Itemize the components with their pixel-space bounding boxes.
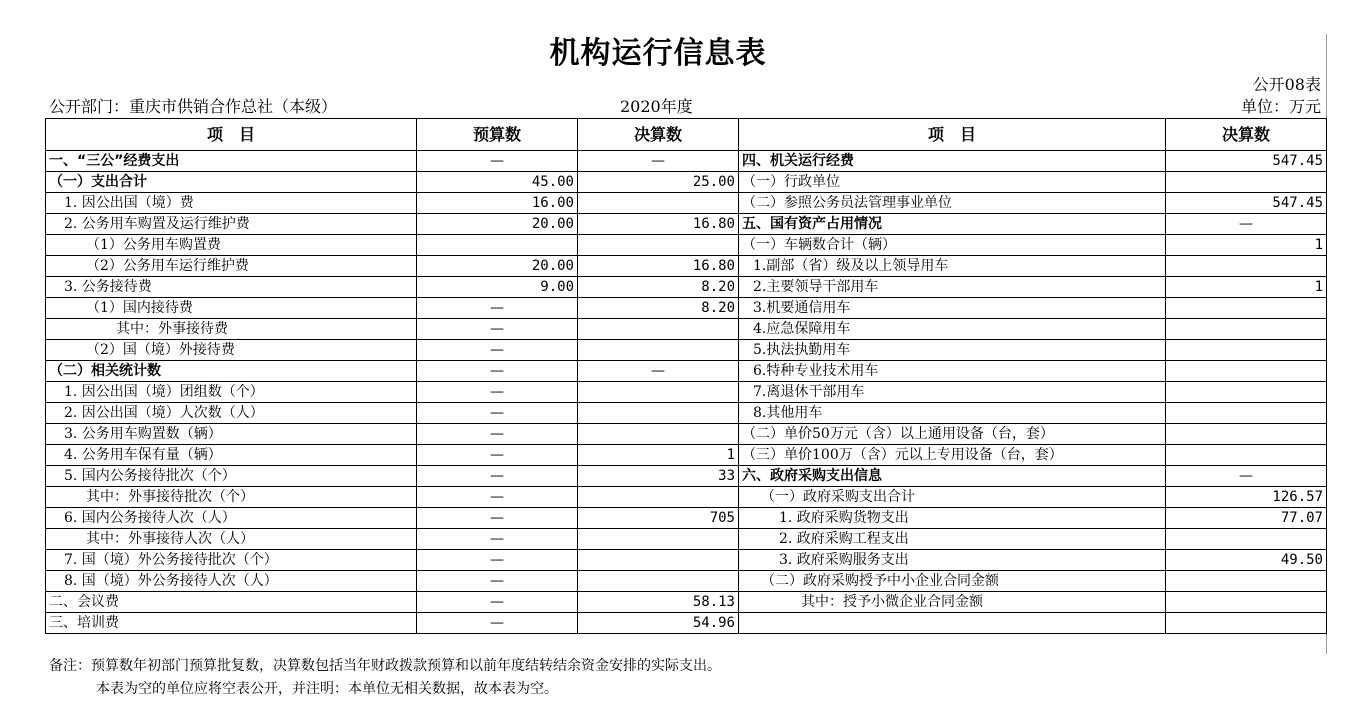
final-left-cell: 8.20 <box>578 277 739 298</box>
final-left-cell: 16.80 <box>578 256 739 277</box>
right-item-cell: 1. 政府采购货物支出 <box>739 508 1166 529</box>
department-label: 公开部门：重庆市供销合作总社（本级） <box>49 97 338 116</box>
final-right-cell <box>1166 319 1327 340</box>
final-left-cell <box>578 193 739 214</box>
right-item-cell: 其中：授予小微企业合同金额 <box>739 592 1166 613</box>
header-budget: 预算数 <box>417 119 578 151</box>
budget-cell: — <box>417 361 578 382</box>
left-item-cell: 二、会议费 <box>46 592 417 613</box>
final-right-cell <box>1166 424 1327 445</box>
left-item-cell: 8. 国（境）外公务接待人次（人） <box>46 571 417 592</box>
right-item-cell: （一）车辆数合计（辆） <box>739 235 1166 256</box>
page-title: 机构运行信息表 <box>549 36 767 71</box>
table-row <box>46 382 1327 403</box>
final-left-cell: 705 <box>578 508 739 529</box>
table-body <box>46 119 1327 634</box>
right-item-cell: 8.其他用车 <box>739 403 1166 424</box>
left-item-cell: （二）相关统计数 <box>46 361 417 382</box>
budget-cell: 20.00 <box>417 214 578 235</box>
left-item-cell: 其中：外事接待批次（个） <box>46 487 417 508</box>
right-item-cell <box>739 613 1166 634</box>
right-item-cell: 5.执法执勤用车 <box>739 340 1166 361</box>
budget-cell: — <box>417 382 578 403</box>
left-item-cell: 6. 国内公务接待人次（人） <box>46 508 417 529</box>
final-right-cell: — <box>1166 214 1327 235</box>
header-item-left: 项 目 <box>46 119 417 151</box>
budget-cell: — <box>417 298 578 319</box>
table-row <box>46 319 1327 340</box>
table-row <box>46 592 1327 613</box>
final-left-cell <box>578 382 739 403</box>
header-item-right: 项 目 <box>739 119 1166 151</box>
final-right-cell <box>1166 613 1327 634</box>
right-item-cell: （二）参照公务员法管理事业单位 <box>739 193 1166 214</box>
final-right-cell <box>1166 403 1327 424</box>
right-item-cell: 6.特种专业技术用车 <box>739 361 1166 382</box>
right-item-cell: 1.副部（省）级及以上领导用车 <box>739 256 1166 277</box>
budget-cell: — <box>417 424 578 445</box>
table-row <box>46 172 1327 193</box>
right-item-cell: （二）单价50万元（含）以上通用设备（台，套） <box>739 424 1166 445</box>
footnote-empty-table: 本表为空的单位应将空表公开，并注明：本单位无相关数据，故本表为空。 <box>96 681 558 697</box>
final-left-cell <box>578 487 739 508</box>
final-left-cell <box>578 340 739 361</box>
right-item-cell: （三）单价100万（含）元以上专用设备（台，套） <box>739 445 1166 466</box>
final-left-cell <box>578 424 739 445</box>
budget-cell: — <box>417 466 578 487</box>
right-item-cell: （一）政府采购支出合计 <box>739 487 1166 508</box>
unit-label: 单位：万元 <box>1240 97 1321 116</box>
final-right-cell: 49.50 <box>1166 550 1327 571</box>
final-right-cell: 126.57 <box>1166 487 1327 508</box>
final-right-cell: 1 <box>1166 235 1327 256</box>
budget-cell: — <box>417 613 578 634</box>
left-item-cell: 一、“三公”经费支出 <box>46 151 417 172</box>
budget-cell: — <box>417 550 578 571</box>
left-item-cell: （1）公务用车购置费 <box>46 235 417 256</box>
left-item-cell: 4. 公务用车保有量（辆） <box>46 445 417 466</box>
header-final-left: 决算数 <box>578 119 739 151</box>
final-left-cell: 58.13 <box>578 592 739 613</box>
final-left-cell: 16.80 <box>578 214 739 235</box>
budget-cell: 16.00 <box>417 193 578 214</box>
left-item-cell: （1）国内接待费 <box>46 298 417 319</box>
final-left-cell: — <box>578 361 739 382</box>
final-left-cell <box>578 235 739 256</box>
left-item-cell: 3. 公务用车购置数（辆） <box>46 424 417 445</box>
final-right-cell: — <box>1166 466 1327 487</box>
final-left-cell: — <box>578 151 739 172</box>
budget-cell <box>417 235 578 256</box>
final-right-cell <box>1166 172 1327 193</box>
table-row <box>46 214 1327 235</box>
right-item-cell: 2.主要领导干部用车 <box>739 277 1166 298</box>
table-row <box>46 571 1327 592</box>
final-right-cell <box>1166 571 1327 592</box>
header-final-right: 决算数 <box>1166 119 1327 151</box>
budget-cell: 45.00 <box>417 172 578 193</box>
final-right-cell: 77.07 <box>1166 508 1327 529</box>
right-item-cell: 四、机关运行经费 <box>739 151 1166 172</box>
left-item-cell: 5. 国内公务接待批次（个） <box>46 466 417 487</box>
table-row <box>46 487 1327 508</box>
table-row <box>46 235 1327 256</box>
final-right-cell <box>1166 298 1327 319</box>
final-left-cell <box>578 529 739 550</box>
form-code: 公开08表 <box>1252 75 1321 94</box>
table-row <box>46 403 1327 424</box>
table-row <box>46 613 1327 634</box>
table-row <box>46 277 1327 298</box>
budget-cell: — <box>417 340 578 361</box>
final-left-cell <box>578 319 739 340</box>
final-left-cell: 25.00 <box>578 172 739 193</box>
left-item-cell: 三、培训费 <box>46 613 417 634</box>
footnote-remark: 备注：预算数年初部门预算批复数，决算数包括当年财政拨款预算和以前年度结转结余资金安排的实际支出。 <box>49 658 721 674</box>
table-row <box>46 550 1327 571</box>
table-row <box>46 151 1327 172</box>
left-item-cell: （一）支出合计 <box>46 172 417 193</box>
final-left-cell <box>578 550 739 571</box>
table-row <box>46 361 1327 382</box>
right-item-cell: 2. 政府采购工程支出 <box>739 529 1166 550</box>
left-item-cell: 3. 公务接待费 <box>46 277 417 298</box>
final-right-cell <box>1166 256 1327 277</box>
table-row <box>46 193 1327 214</box>
left-item-cell: （2）国（境）外接待费 <box>46 340 417 361</box>
table-header-row <box>46 119 1327 151</box>
table-row <box>46 529 1327 550</box>
final-right-cell <box>1166 529 1327 550</box>
budget-cell: 20.00 <box>417 256 578 277</box>
table-row <box>46 508 1327 529</box>
left-item-cell: 1. 因公出国（境）费 <box>46 193 417 214</box>
right-item-cell: 六、政府采购支出信息 <box>739 466 1166 487</box>
left-item-cell: 1. 因公出国（境）团组数（个） <box>46 382 417 403</box>
final-right-cell: 547.45 <box>1166 193 1327 214</box>
final-left-cell: 54.96 <box>578 613 739 634</box>
info-table <box>45 118 1327 634</box>
budget-cell: — <box>417 529 578 550</box>
budget-cell: 9.00 <box>417 277 578 298</box>
right-item-cell: 3. 政府采购服务支出 <box>739 550 1166 571</box>
left-item-cell: （2）公务用车运行维护费 <box>46 256 417 277</box>
table-row <box>46 256 1327 277</box>
budget-cell: — <box>417 508 578 529</box>
final-right-cell <box>1166 592 1327 613</box>
final-right-cell <box>1166 340 1327 361</box>
budget-cell: — <box>417 592 578 613</box>
budget-cell: — <box>417 571 578 592</box>
table-row <box>46 445 1327 466</box>
right-item-cell: 五、国有资产占用情况 <box>739 214 1166 235</box>
table-row <box>46 298 1327 319</box>
left-item-cell: 2. 公务用车购置及运行维护费 <box>46 214 417 235</box>
right-item-cell: （二）政府采购授予中小企业合同金额 <box>739 571 1166 592</box>
left-item-cell: 其中：外事接待费 <box>46 319 417 340</box>
final-right-cell: 547.45 <box>1166 151 1327 172</box>
budget-cell: — <box>417 403 578 424</box>
budget-cell: — <box>417 445 578 466</box>
final-right-cell <box>1166 361 1327 382</box>
final-left-cell: 8.20 <box>578 298 739 319</box>
final-left-cell: 1 <box>578 445 739 466</box>
final-right-cell <box>1166 445 1327 466</box>
right-item-cell: 3.机要通信用车 <box>739 298 1166 319</box>
table-row <box>46 340 1327 361</box>
right-item-cell: （一）行政单位 <box>739 172 1166 193</box>
budget-cell: — <box>417 319 578 340</box>
left-item-cell: 2. 因公出国（境）人次数（人） <box>46 403 417 424</box>
final-left-cell: 33 <box>578 466 739 487</box>
right-item-cell: 7.离退休干部用车 <box>739 382 1166 403</box>
left-item-cell: 7. 国（境）外公务接待批次（个） <box>46 550 417 571</box>
final-left-cell <box>578 403 739 424</box>
right-item-cell: 4.应急保障用车 <box>739 319 1166 340</box>
final-left-cell <box>578 571 739 592</box>
final-right-cell <box>1166 382 1327 403</box>
budget-cell: — <box>417 487 578 508</box>
table-row <box>46 466 1327 487</box>
table-row <box>46 424 1327 445</box>
budget-cell: — <box>417 151 578 172</box>
final-right-cell: 1 <box>1166 277 1327 298</box>
fiscal-year: 2020年度 <box>620 97 693 116</box>
left-item-cell: 其中：外事接待人次（人） <box>46 529 417 550</box>
